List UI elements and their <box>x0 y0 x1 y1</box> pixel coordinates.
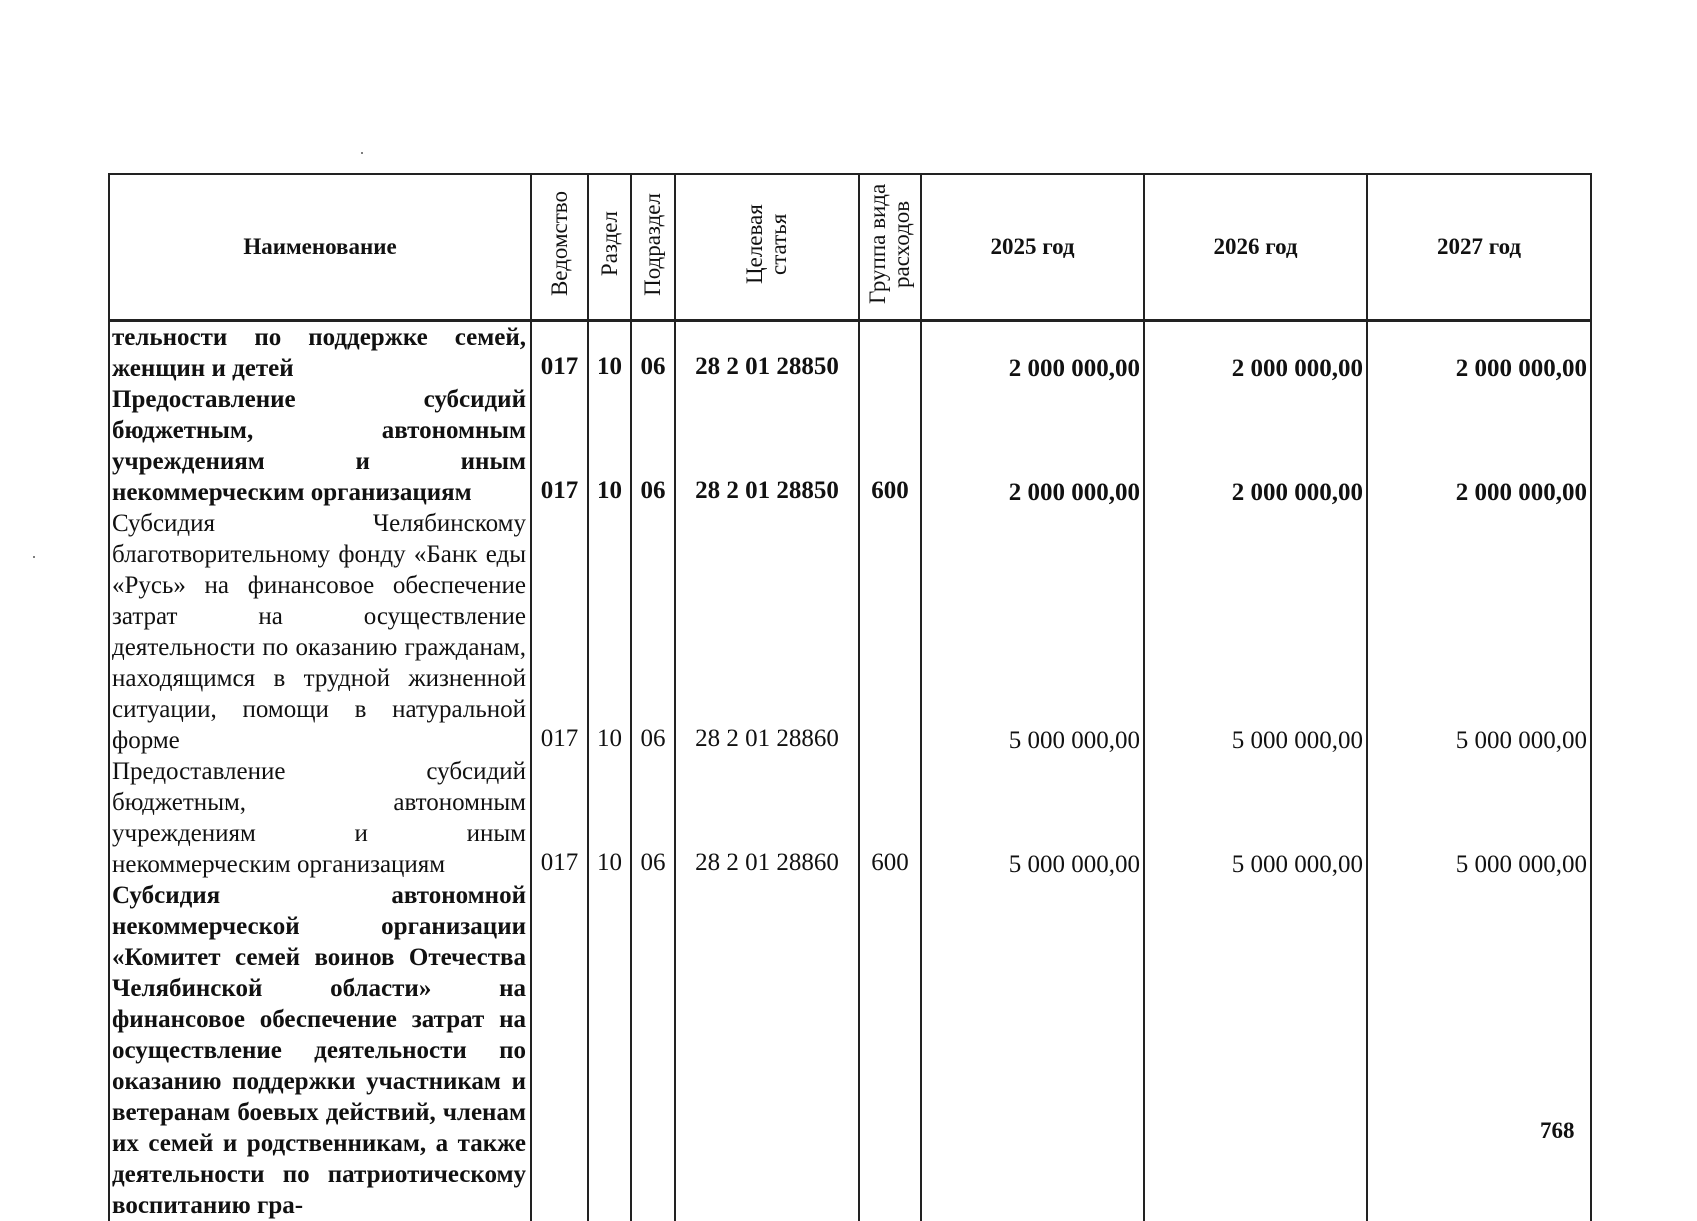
row-department <box>531 880 588 1221</box>
header-target-article: Целевая статья <box>675 174 859 321</box>
row-amount-2025 <box>921 880 1144 1221</box>
header-2027: 2027 год <box>1367 174 1591 321</box>
row-amount-2026: 5 000 000,00 <box>1144 508 1367 756</box>
table-row <box>109 321 1591 385</box>
row-expense-group <box>859 508 921 756</box>
header-name: Наименование <box>109 174 531 321</box>
row-subsection: 06 <box>631 321 675 385</box>
row-department: 017 <box>531 321 588 385</box>
row-amount-2025: 5 000 000,00 <box>921 508 1144 756</box>
row-amount-2027: 5 000 000,00 <box>1367 508 1591 756</box>
row-subsection <box>631 880 675 1221</box>
row-subsection: 06 <box>631 756 675 880</box>
table-row <box>109 384 1591 508</box>
row-amount-2025: 2 000 000,00 <box>921 321 1144 385</box>
page-number: 768 <box>1540 1118 1575 1143</box>
row-name: Субсидия Челябинскому благотворительному фонду «Банк еды «Русь» на финансовое обеспечение затрат на осуществление деятельности по оказанию гражданам, находящимся в трудной жизненной ситуации, помощи в натуральной форме <box>109 508 531 756</box>
table-row <box>109 756 1591 880</box>
table-row <box>109 508 1591 756</box>
row-department: 017 <box>531 756 588 880</box>
scan-speck <box>33 556 35 558</box>
row-name: Субсидия автономной некоммерческой организации «Комитет семей воинов Отечества Челябинской области» на финансовое обеспечение затрат на осуществление деятельности по оказанию поддержки участникам и ветеранам боевых действий, членам их семей и родственникам, а также деятельности по патриотическому воспитанию гра- <box>109 880 531 1221</box>
header-section: Раздел <box>588 174 631 321</box>
header-subsection: Подраздел <box>631 174 675 321</box>
header-expense-group: Группа вида расходов <box>859 174 921 321</box>
row-expense-group <box>859 880 921 1221</box>
row-amount-2027: 2 000 000,00 <box>1367 321 1591 385</box>
table-header-row <box>109 174 1591 321</box>
row-section: 10 <box>588 384 631 508</box>
row-expense-group <box>859 321 921 385</box>
row-amount-2027: 2 000 000,00 <box>1367 384 1591 508</box>
row-name: Предоставление субсидий бюджетным, автономным учреждениям и иным некоммерческим организациям <box>109 756 531 880</box>
header-department: Ведомство <box>531 174 588 321</box>
row-amount-2025: 2 000 000,00 <box>921 384 1144 508</box>
row-department: 017 <box>531 384 588 508</box>
row-amount-2025: 5 000 000,00 <box>921 756 1144 880</box>
row-target-article: 28 2 01 28850 <box>675 384 859 508</box>
row-target-article: 28 2 01 28850 <box>675 321 859 385</box>
row-amount-2027 <box>1367 880 1591 1221</box>
row-amount-2026 <box>1144 880 1367 1221</box>
row-subsection: 06 <box>631 508 675 756</box>
row-section: 10 <box>588 756 631 880</box>
row-subsection: 06 <box>631 384 675 508</box>
row-target-article: 28 2 01 28860 <box>675 508 859 756</box>
row-target-article: 28 2 01 28860 <box>675 756 859 880</box>
row-amount-2027: 5 000 000,00 <box>1367 756 1591 880</box>
header-2025: 2025 год <box>921 174 1144 321</box>
row-target-article <box>675 880 859 1221</box>
row-amount-2026: 2 000 000,00 <box>1144 321 1367 385</box>
row-department: 017 <box>531 508 588 756</box>
row-name: тельности по поддержке семей, женщин и детей <box>109 321 531 385</box>
row-name: Предоставление субсидий бюджетным, автономным учреждениям и иным некоммерческим организациям <box>109 384 531 508</box>
budget-table <box>108 173 1592 1221</box>
row-section <box>588 880 631 1221</box>
row-expense-group: 600 <box>859 384 921 508</box>
row-amount-2026: 2 000 000,00 <box>1144 384 1367 508</box>
table-row <box>109 880 1591 1221</box>
row-expense-group: 600 <box>859 756 921 880</box>
header-2026: 2026 год <box>1144 174 1367 321</box>
scan-speck <box>361 152 363 154</box>
row-section: 10 <box>588 508 631 756</box>
row-amount-2026: 5 000 000,00 <box>1144 756 1367 880</box>
row-section: 10 <box>588 321 631 385</box>
